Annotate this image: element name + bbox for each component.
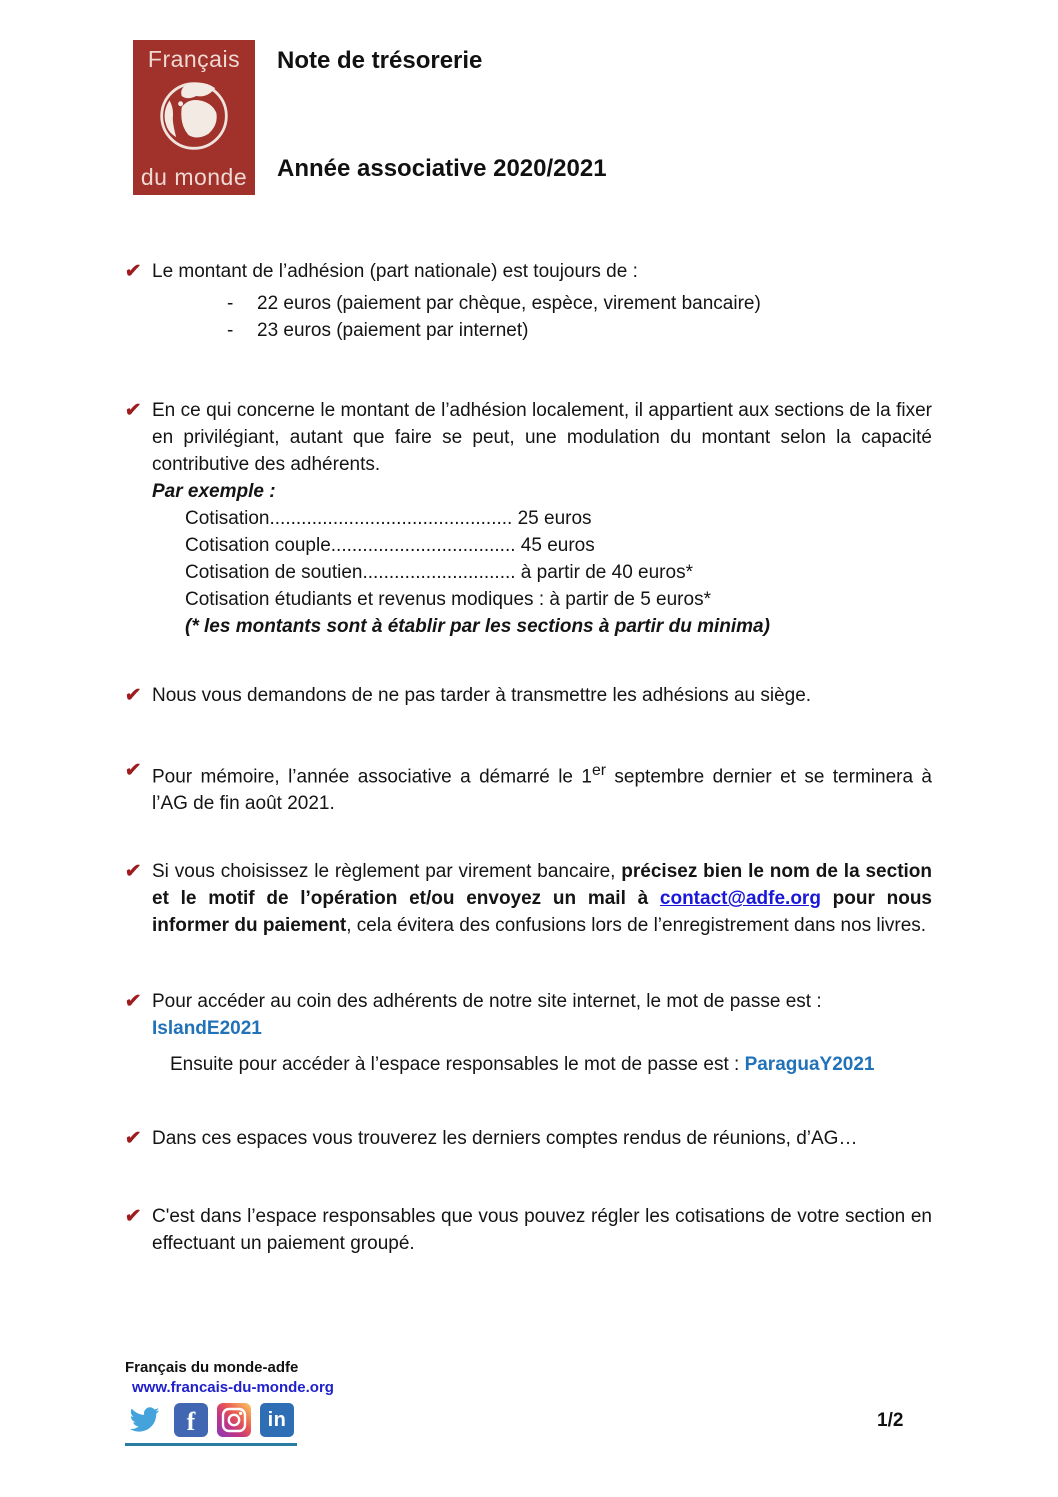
- website-link[interactable]: www.francais-du-monde.org: [132, 1379, 334, 1396]
- bullet-text: septembre dernier et se terminera à l’AG de fin août 2021.: [152, 766, 932, 815]
- header: [125, 40, 932, 195]
- cotisation-row: Cotisation couple................................... 45 euros: [185, 535, 595, 556]
- bullet-text: Si vous choisissez le règlement par virement bancaire,: [152, 861, 622, 883]
- bullet-text-bold: pour nous informer du paiement: [152, 888, 932, 937]
- cotisation-list: [152, 505, 932, 613]
- footer-divider-line: [125, 1443, 297, 1446]
- bullet-text: Pour accéder au coin des adhérents de notre site internet, le mot de passe est :: [152, 991, 822, 1013]
- page-number: 1/2: [877, 1410, 904, 1431]
- list-item: [152, 290, 932, 317]
- logo-text-top: Français: [147, 46, 241, 72]
- document-subtitle: Année associative 2020/2021: [277, 155, 607, 182]
- password-line-managers: [170, 1051, 932, 1078]
- email-link[interactable]: contact@adfe.org: [659, 888, 821, 910]
- cotisation-note: (* les montants sont à établir par les sections à partir du minima): [185, 616, 770, 637]
- members-password: IslandE2021: [152, 1018, 262, 1040]
- bullet-transmit-memberships: [125, 682, 932, 709]
- superscript-er: er: [591, 762, 607, 779]
- managers-password: ParaguaY2021: [744, 1054, 875, 1076]
- checkmark-icon: ✔: [123, 400, 143, 421]
- instagram-icon[interactable]: [217, 1403, 251, 1437]
- list-item: [152, 317, 932, 344]
- bullet-text: C'est dans l’espace responsables que vous pouvez régler les cotisations de votre section en effectuant un paiement groupé.: [152, 1206, 932, 1255]
- bullet-associative-year: [125, 757, 932, 817]
- bullet-text: Nous vous demandons de ne pas tarder à transmettre les adhésions au siège.: [152, 685, 812, 706]
- amount-sub-list: [152, 290, 932, 344]
- bullet-local-membership: [125, 397, 932, 640]
- checkmark-icon: ✔: [123, 861, 143, 883]
- cotisation-row: Cotisation.............................................. 25 euros: [185, 508, 592, 529]
- bullet-text: Pour mémoire, l’année associative a démarré le 1: [152, 766, 592, 788]
- footer-organization-name: Français du monde-adfe: [125, 1359, 299, 1376]
- organization-logo: [133, 40, 255, 195]
- checkmark-icon: ✔: [123, 685, 143, 706]
- checkmark-icon: ✔: [123, 1206, 143, 1228]
- checkmark-icon: ✔: [123, 1128, 143, 1150]
- list-item-text: 22 euros (paiement par chèque, espèce, virement bancaire): [257, 293, 761, 314]
- logo-text-bottom: du monde: [140, 164, 248, 190]
- linkedin-letters: in: [267, 1408, 287, 1431]
- bullet-reports: [125, 1125, 932, 1152]
- bullet-text: En ce qui concerne le montant de l’adhésion localement, il appartient aux sections de la fixer en privilégiant, autant que faire se peut, une modulation du montant selon la capacité contributive des adhérents.: [152, 400, 932, 475]
- checkmark-icon: ✔: [123, 261, 143, 282]
- dash-bullet: -: [227, 293, 234, 314]
- bullet-text-bold: précisez bien le nom de la section et le motif de l’opération et/ou envoyez un mail à: [152, 861, 933, 910]
- password-line-members: [152, 988, 932, 1042]
- bullet-text: Le montant de l’adhésion (part nationale) est toujours de :: [152, 261, 638, 282]
- document-title: Note de trésorerie: [277, 47, 483, 74]
- footer: [125, 1358, 334, 1446]
- example-label: Par exemple :: [152, 481, 276, 502]
- globe-icon: [155, 77, 233, 160]
- bullet-grouped-payment: [125, 1203, 932, 1257]
- twitter-icon[interactable]: [125, 1403, 165, 1437]
- social-icons-row: [125, 1403, 334, 1437]
- linkedin-icon[interactable]: [260, 1403, 294, 1437]
- bullet-text: Ensuite pour accéder à l’espace responsables le mot de passe est :: [170, 1054, 745, 1076]
- checkmark-icon: ✔: [123, 991, 143, 1013]
- bullet-text: , cela évitera des confusions lors de l’enregistrement dans nos livres.: [346, 915, 927, 937]
- bullet-bank-transfer: [125, 858, 932, 939]
- dash-bullet: -: [227, 320, 234, 341]
- checkmark-icon: ✔: [123, 760, 143, 781]
- cotisation-row: Cotisation étudiants et revenus modiques : à partir de 5 euros*: [185, 589, 711, 610]
- bullet-passwords: [125, 988, 932, 1078]
- bullet-text: Dans ces espaces vous trouverez les derniers comptes rendus de réunions, d’AG…: [152, 1128, 858, 1150]
- facebook-icon[interactable]: [174, 1403, 208, 1437]
- facebook-letter: f: [186, 1407, 196, 1436]
- cotisation-row: Cotisation de soutien............................. à partir de 40 euros*: [185, 562, 693, 583]
- bullet-membership-amount: [125, 258, 932, 344]
- list-item-text: 23 euros (paiement par internet): [257, 320, 529, 341]
